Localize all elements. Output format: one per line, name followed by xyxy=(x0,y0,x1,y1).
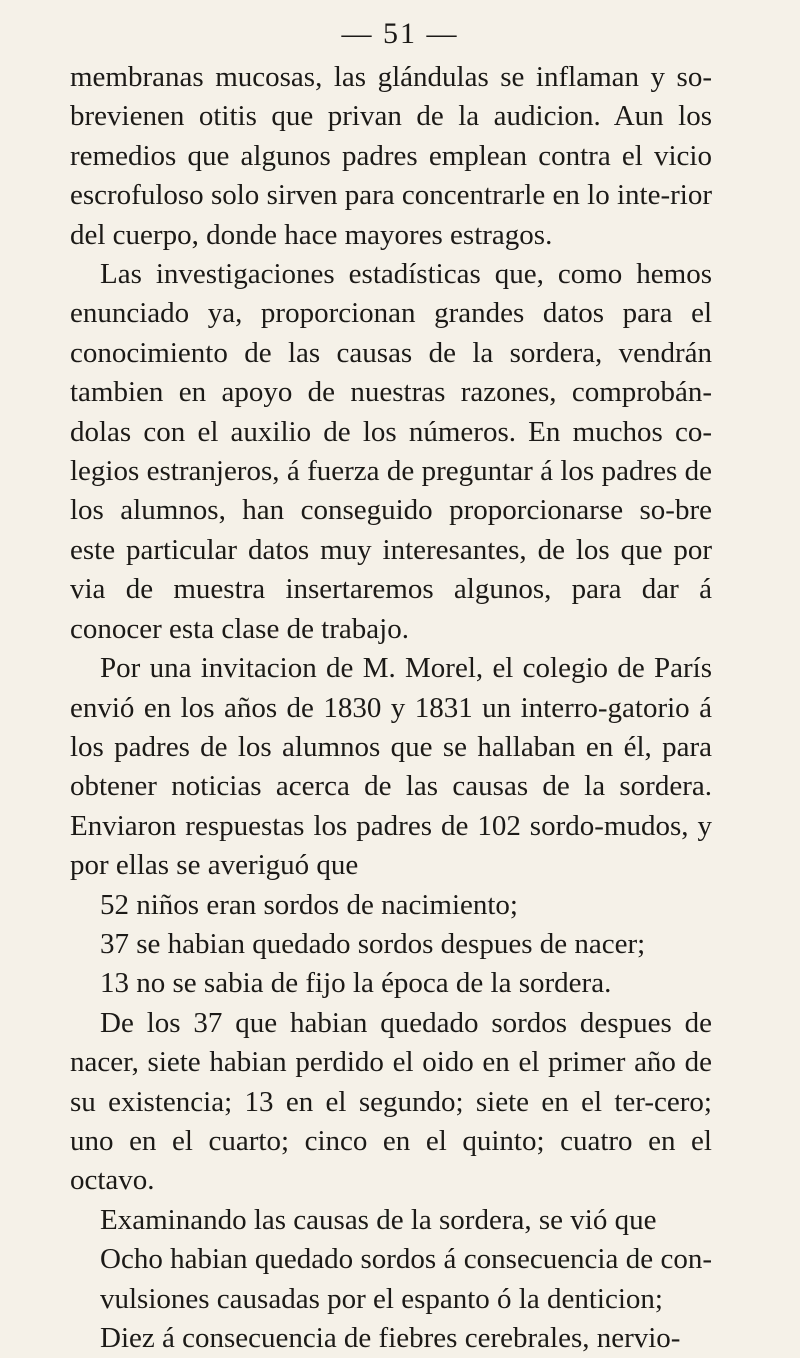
paragraph-1: membranas mucosas, las glándulas se inflaman y so-brevienen otitis que privan de la audicion. Aun los remedios que algunos padres emplean contra el vicio escrofuloso solo sirven para concentrarle en lo inte-rior del cuerpo, donde hace mayores estragos. xyxy=(70,61,712,251)
page-body xyxy=(70,58,712,1358)
paragraph-5: Examinando las causas de la sordera, se vió que xyxy=(100,1203,657,1236)
cause-item-fevers: Diez á consecuencia de fiebres cerebrales, nervio- xyxy=(100,1322,681,1354)
page-number: — 51 — xyxy=(341,17,459,50)
list-item-born-deaf: 52 niños eran sordos de nacimiento; xyxy=(100,888,518,921)
list-item-became-deaf: 37 se habian quedado sordos despues de nacer; xyxy=(100,927,646,960)
paragraph-2: Las investigaciones estadísticas que, como hemos enunciado ya, proporcionan grandes datos para el conocimiento de las causas de la sordera, vendrán tambien en apoyo de nuestras razones, comprobán-dolas con el auxilio de los números. En muchos co-legios estranjeros, á fuerza de preguntar á los padres de los alumnos, han conseguido proporcionarse so-bre este particular datos muy interesantes, de los que por via de muestra insertaremos algunos, para dar á conocer esta clase de trabajo. xyxy=(70,258,712,645)
cause-item-convulsions: Ocho habian quedado sordos á consecuencia de con-vulsiones causadas por el espanto ó la denticion; xyxy=(100,1243,712,1315)
paragraph-4: De los 37 que habian quedado sordos despues de nacer, siete habian perdido el oido en el primer año de su existencia; 13 en el segundo; siete en el ter-cero; uno en el cuarto; cinco en el quinto; cuatro en el octavo. xyxy=(70,1006,712,1197)
paragraph-3: Por una invitacion de M. Morel, el colegio de París envió en los años de 1830 y 1831 un interro-gatorio á los padres de los alumnos que se hallaban en él, para obtener noticias acerca de las causas de la sordera. Enviaron respuestas los padres de 102 sordo-mudos, y por ellas se averiguó que xyxy=(70,652,712,882)
list-item-unknown-onset: 13 no se sabia de fijo la época de la sordera. xyxy=(100,967,612,1000)
